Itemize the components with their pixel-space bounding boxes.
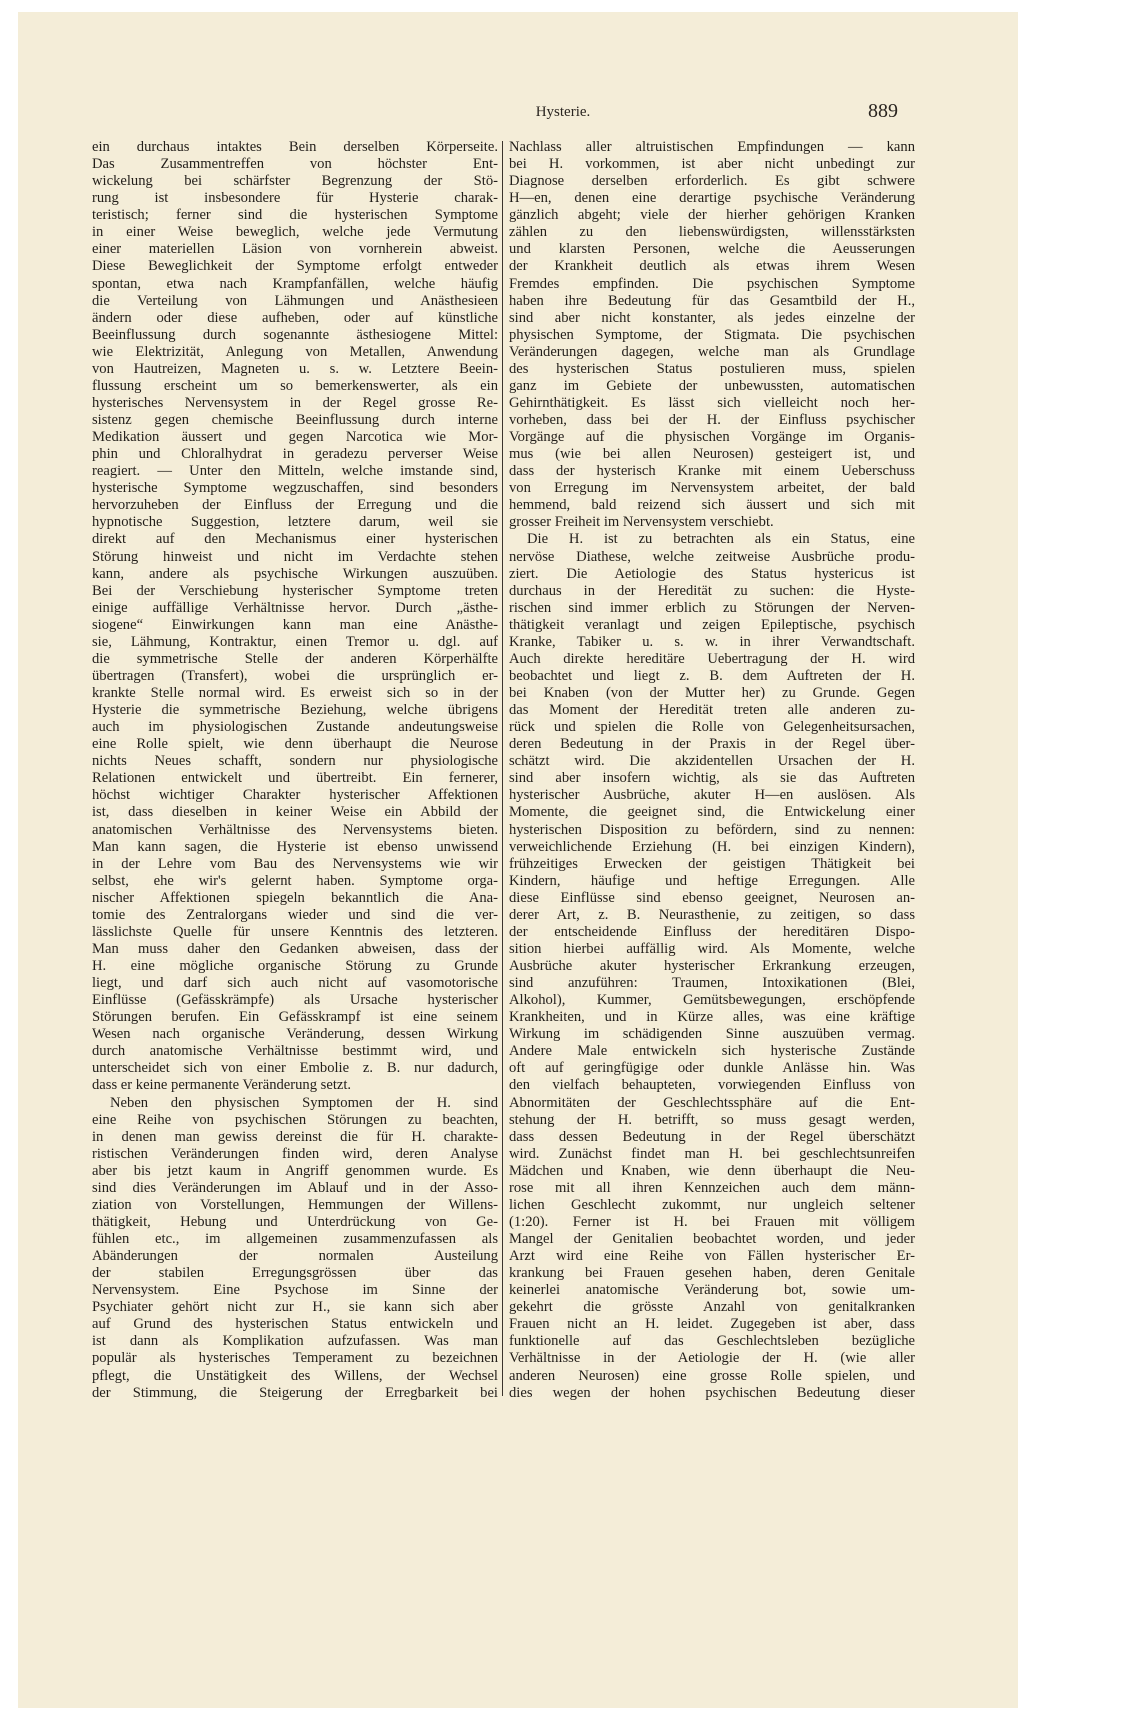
text-line: beobachtet und liegt z. B. dem Auftreten der H. — [509, 667, 915, 684]
text-line: die symmetrische Stelle der anderen Körperhälfte — [92, 650, 498, 667]
text-line: sind aber nicht konstanter, als jedes einzelne der — [509, 309, 915, 326]
text-line: pflegt, die Unstätigkeit des Willens, der Wechsel — [92, 1367, 498, 1384]
text-line: sind dies Veränderungen im Ablauf und in der Asso- — [92, 1179, 498, 1196]
text-line: auf Grund des hysterischen Status entwickeln und — [92, 1316, 498, 1333]
text-line: dass er keine permanente Veränderung setzt. — [92, 1077, 352, 1094]
text-line: (1:20). Ferner ist H. bei Frauen mit völligem — [509, 1213, 915, 1230]
left-text-column — [92, 139, 498, 1402]
text-line: Neben den physischen Symptomen der H. sind — [110, 1094, 498, 1111]
text-line: funktionelle auf das Geschlechtsleben bezügliche — [509, 1333, 915, 1350]
text-line: Arzt wird eine Reihe von Fällen hysterischer Er- — [509, 1248, 915, 1265]
text-line: der entscheidende Einfluss der hereditären Dispo- — [509, 923, 915, 940]
text-line: physischen Symptome, der Stigmata. Die psychischen — [509, 326, 915, 343]
text-line: die Verteilung von Lähmungen und Anästhesieen — [92, 292, 498, 309]
text-line: Alkohol), Kummer, Gemütsbewegungen, erschöpfende — [509, 992, 915, 1009]
text-line: stehung der H. betrifft, so muss gesagt werden, — [509, 1111, 915, 1128]
text-line: diese Einflüsse sind ebenso geeignet, Neurosen an- — [509, 889, 915, 906]
text-line: siogene“ Einwirkungen kann man eine Anästhe- — [92, 616, 498, 633]
text-line: sistenz gegen chemische Beeinflussung durch interne — [92, 412, 498, 428]
text-line: haben ihre Bedeutung für das Gesamtbild der H., — [509, 292, 915, 309]
text-line: dies wegen der hohen psychischen Bedeutung dieser — [509, 1384, 915, 1401]
text-line: frühzeitiges Erwecken der geistigen Thätigkeit bei — [509, 855, 915, 872]
text-line: in einer Weise beweglich, welche jede Vermutung — [92, 224, 498, 241]
text-line: Hysterie die symmetrische Beziehung, welche übrigens — [92, 702, 498, 719]
text-line: der Stimmung, die Steigerung der Erregbarkeit bei — [92, 1384, 498, 1401]
text-line: Man kann sagen, die Hysterie ist ebenso unwissend — [92, 838, 498, 855]
text-line: ganz im Gebiete der unbewussten, automatischen — [509, 377, 915, 394]
text-line: bei Knaben (von der Mutter her) zu Grunde. Gegen — [509, 685, 915, 701]
text-line: sie, Lähmung, Kontraktur, einen Tremor u. dgl. auf — [92, 633, 498, 650]
text-line: Kranke, Tabiker u. s. w. in ihrer Verwandtschaft. — [509, 633, 915, 650]
text-line: lässlichste Quelle für unsere Kenntnis des letzteren. — [92, 923, 498, 940]
text-line: ist, dass dieselben in keiner Weise ein Abbild der — [92, 804, 498, 821]
text-line: Verhältnisse in der Aetiologie der H. (wie aller — [509, 1350, 915, 1367]
text-line: phin und Chloralhydrat in geradezu perverser Weise — [92, 446, 498, 463]
text-line: des hysterischen Status postulieren muss, spielen — [509, 360, 915, 377]
text-line: anatomischen Verhältnisse des Nervensystems bieten. — [92, 821, 498, 838]
text-line: ändern oder diese aufheben, oder auf künstliche — [92, 309, 498, 326]
text-line: grosser Freiheit im Nervensystem verschiebt. — [509, 514, 774, 531]
text-line: den vielfach behaupteten, vorwiegenden Einfluss von — [509, 1077, 915, 1094]
text-line: der Krankheit deutlich als etwas ihrem Wesen — [509, 258, 915, 275]
text-line: Mangel der Genitalien beobachtet worden, und jeder — [509, 1231, 915, 1247]
text-line: Nervensystem. Eine Psychose im Sinne der — [92, 1282, 498, 1299]
text-line: thätigkeit veranlagt und zeigen Epileptische, psychisch — [509, 616, 915, 633]
text-line: selbst, ehe wir's gelernt haben. Symptome orga- — [92, 872, 498, 889]
text-line: gänzlich abgeht; viele der hierher gehörigen Kranken — [509, 207, 915, 224]
text-line: einige auffällige Verhältnisse hervor. Durch „ästhe- — [92, 599, 498, 616]
text-line: sind aber insofern wichtig, als sie das Auftreten — [509, 770, 915, 787]
text-line: keinerlei anatomische Veränderung bot, sowie um- — [509, 1282, 915, 1299]
text-line: Medikation äussert und gegen Narcotica wie Mor- — [92, 429, 498, 446]
text-line: Man muss daher den Gedanken abweisen, dass der — [92, 940, 498, 957]
text-line: Diese Beweglichkeit der Symptome erfolgt entweder — [92, 258, 498, 275]
text-line: hervorzuheben der Einfluss der Erregung und die — [92, 497, 498, 514]
text-line: direkt auf den Mechanismus einer hysterischen — [92, 531, 498, 548]
text-line: krankung bei Frauen gesehen haben, deren Genitale — [509, 1265, 915, 1282]
text-line: durchaus in der Heredität zu suchen: die Hyste- — [509, 582, 915, 599]
text-line: Andere Male entwickeln sich hysterische Zustände — [509, 1043, 915, 1060]
text-line: aber bis jetzt kaum in Angriff genommen wurde. Es — [92, 1162, 498, 1179]
text-line: zählen zu den liebenswürdigsten, willensstärksten — [509, 224, 915, 241]
text-line: hysterischer Ausbrüche, akuter H—en auslösen. Als — [509, 787, 915, 804]
text-line: Einflüsse (Gefässkrämpfe) als Ursache hysterischer — [92, 992, 498, 1009]
text-line: nichts Neues schafft, sondern nur physiologische — [92, 753, 498, 770]
text-line: teristisch; ferner sind die hysterischen Symptome — [92, 207, 498, 224]
text-line: Gehirnthätigkeit. Es lässt sich vielleicht noch her- — [509, 394, 915, 411]
text-line: sition hierbei auffällig wird. Als Momente, welche — [509, 940, 915, 957]
text-line: gekehrt die grösste Anzahl von genitalkranken — [509, 1299, 915, 1316]
text-line: vorheben, dass bei der H. der Einfluss psychischer — [509, 412, 915, 428]
text-line: Auch direkte hereditäre Uebertragung der H. wird — [509, 650, 915, 667]
text-line: populär als hysterisches Temperament zu bezeichnen — [92, 1350, 498, 1367]
text-line: oft auf geringfügige oder dunkle Anlässe hin. Was — [509, 1060, 915, 1077]
text-line: hysterisches Nervensystem in der Regel grosse Re- — [92, 394, 498, 411]
text-line: Abänderungen der normalen Austeilung — [92, 1248, 498, 1265]
text-line: Frauen nicht an H. leidet. Zugegeben ist aber, dass — [509, 1316, 915, 1333]
right-text-column — [509, 139, 915, 1402]
text-line: flussung erscheint um so bemerkenswerter, als ein — [92, 377, 498, 394]
text-line: lichen Geschlecht zukommt, nur ungleich seltener — [509, 1196, 915, 1213]
text-line: Psychiater gehört nicht zur H., sie kann sich aber — [92, 1299, 498, 1316]
text-line: Die H. ist zu betrachten als ein Status, eine — [527, 531, 915, 548]
text-line: kann, andere als psychische Wirkungen auszuüben. — [92, 565, 498, 582]
text-line: thätigkeit, Hebung und Unterdrückung von Ge- — [92, 1213, 498, 1230]
text-line: rung ist insbesondere für Hysterie charak- — [92, 190, 498, 207]
text-line: durch anatomische Verhältnisse bestimmt wird, und — [92, 1043, 498, 1060]
text-line: hemmend, bald reizend sich äussert und sich mit — [509, 497, 915, 514]
text-line: rose mit all ihren Kennzeichen auch dem männ- — [509, 1179, 915, 1196]
text-line: Vorgänge auf die physischen Vorgänge im Organis- — [509, 429, 915, 446]
text-line: Beeinflussung durch sogenannte ästhesiogene Mittel: — [92, 326, 498, 343]
text-line: Abnormitäten der Geschlechtssphäre auf die Ent- — [509, 1094, 915, 1111]
text-line: Fremdes empfinden. Die psychischen Symptome — [509, 275, 915, 292]
text-line: höchst wichtiger Charakter hysterischer Affektionen — [92, 787, 498, 804]
text-line: ziert. Die Aetiologie des Status hystericus ist — [509, 565, 915, 582]
text-line: sind anzuführen: Traumen, Intoxikationen (Blei, — [509, 975, 915, 992]
text-line: auch im physiologischen Zustande andeutungsweise — [92, 719, 498, 736]
text-line: derer Art, z. B. Neurasthenie, zu zeitigen, so dass — [509, 906, 915, 923]
text-line: Störungen berufen. Ein Gefässkrampf ist eine seinem — [92, 1009, 498, 1026]
text-line: hypnotische Suggestion, letztere darum, weil sie — [92, 514, 498, 531]
text-line: ristischen Veränderungen finden wird, deren Analyse — [92, 1145, 498, 1162]
text-line: ist dann als Komplikation aufzufassen. Was man — [92, 1333, 498, 1350]
text-line: eine Rolle spielt, wie denn überhaupt die Neurose — [92, 736, 498, 753]
text-line: in der Lehre vom Bau des Nervensystems wie wir — [92, 855, 498, 872]
text-line: bei H. vorkommen, ist aber nicht unbedingt zur — [509, 156, 915, 173]
text-line: Bei der Verschiebung hysterischer Symptome treten — [92, 582, 498, 599]
text-line: in denen man gewiss dereinst die für H. charakte- — [92, 1128, 498, 1145]
text-line: anderen Neurosen) eine grosse Rolle spielen, und — [509, 1367, 915, 1384]
text-line: H. eine mögliche organische Störung zu Grunde — [92, 958, 498, 974]
page-number: 889 — [868, 100, 898, 122]
text-line: rück und spielen die Rolle von Gelegenheitsursachen, — [509, 719, 915, 736]
running-title: Hysterie. — [535, 104, 591, 120]
text-line: Diagnose derselben erforderlich. Es gibt schwere — [509, 173, 915, 190]
text-line: schätzt wird. Die akzidentellen Ursachen der H. — [509, 753, 915, 770]
text-line: nischer Affektionen spiegeln bekanntlich die Ana- — [92, 889, 498, 906]
text-line: mus (wie bei allen Neurosen) gesteigert ist, und — [509, 446, 915, 463]
text-line: einer materiellen Läsion von vornherein abweist. — [92, 241, 498, 258]
text-line: Momente, die geeignet sind, die Entwickelung einer — [509, 804, 915, 821]
text-line: Mädchen und Knaben, wie denn überhaupt die Neu- — [509, 1162, 915, 1179]
text-line: Veränderungen dagegen, welche man als Grundlage — [509, 343, 915, 360]
text-line: krankte Stelle normal wird. Es erweist sich so in der — [92, 685, 498, 701]
text-line: Wirkung im schädigenden Sinne auszuüben vermag. — [509, 1026, 915, 1043]
text-line: tomie des Zentralorgans wieder und sind die ver- — [92, 906, 498, 923]
text-line: Störung hinweist und nicht im Verdachte stehen — [92, 548, 498, 565]
text-line: reagiert. — Unter den Mitteln, welche imstande sind, — [92, 463, 498, 480]
text-line: und klarsten Personen, welche die Aeusserungen — [509, 241, 915, 258]
text-line: hysterische Symptome wegzuschaffen, sind besonders — [92, 480, 498, 497]
text-line: dass dessen Bedeutung in der Regel überschätzt — [509, 1128, 915, 1145]
text-line: das Moment der Heredität treten alle anderen zu- — [509, 702, 915, 719]
text-line: nervöse Diathese, welche zeitweise Ausbrüche produ- — [509, 548, 915, 565]
text-line: unterscheidet sich von einer Embolie z. B. nur dadurch, — [92, 1060, 498, 1077]
text-line: rischen sind immer erblich zu Störungen der Nerven- — [509, 599, 915, 616]
text-line: Wesen nach organische Veränderung, dessen Wirkung — [92, 1026, 498, 1043]
text-line: wie Elektrizität, Anlegung von Metallen, Anwendung — [92, 343, 498, 360]
text-line: Das Zusammentreffen von höchster Ent- — [92, 156, 498, 173]
text-line: deren Bedeutung in der Praxis in der Regel über- — [509, 736, 915, 753]
text-line: wickelung bei schärfster Begrenzung der Stö- — [92, 173, 498, 190]
text-line: der stabilen Erregungsgrössen über das — [92, 1265, 498, 1282]
text-line: fühlen etc., im allgemeinen zusammenzufassen als — [92, 1231, 498, 1247]
text-line: ein durchaus intaktes Bein derselben Körperseite. — [92, 139, 498, 155]
text-line: verweichlichende Erziehung (H. bei einzigen Kindern), — [509, 838, 915, 855]
text-line: spontan, etwa nach Krampfanfällen, welche häufig — [92, 275, 498, 292]
text-line: hysterischen Disposition zu befördern, sind zu nennen: — [509, 821, 915, 838]
text-line: dass der hysterisch Kranke mit einem Ueberschuss — [509, 463, 915, 480]
text-line: Krankheiten, und in Kürze alles, was eine kräftige — [509, 1009, 915, 1026]
text-line: ziation von Vorstellungen, Hemmungen der Willens- — [92, 1196, 498, 1213]
text-line: eine Reihe von psychischen Störungen zu beachten, — [92, 1111, 498, 1128]
text-line: Nachlass aller altruistischen Empfindungen — kann — [509, 139, 915, 155]
text-line: Kindern, häufige und heftige Erregungen. Alle — [509, 872, 915, 889]
text-line: liegt, und darf sich auch nicht auf vasomotorische — [92, 975, 498, 992]
text-line: von Erregung im Nervensystem arbeitet, der bald — [509, 480, 915, 497]
text-line: übertragen (Transfert), wobei die ursprünglich er- — [92, 667, 498, 684]
text-line: von Hautreizen, Magneten u. s. w. Letztere Beein- — [92, 360, 498, 377]
text-line: H—en, denen eine derartige psychische Veränderung — [509, 190, 915, 207]
column-divider — [502, 141, 503, 1396]
text-line: Ausbrüche akuter hysterischer Erkrankung erzeugen, — [509, 958, 915, 974]
text-line: Relationen entwickelt und übertreibt. Ein fernerer, — [92, 770, 498, 787]
text-line: wird. Zunächst findet man H. bei geschlechtsunreifen — [509, 1145, 915, 1162]
